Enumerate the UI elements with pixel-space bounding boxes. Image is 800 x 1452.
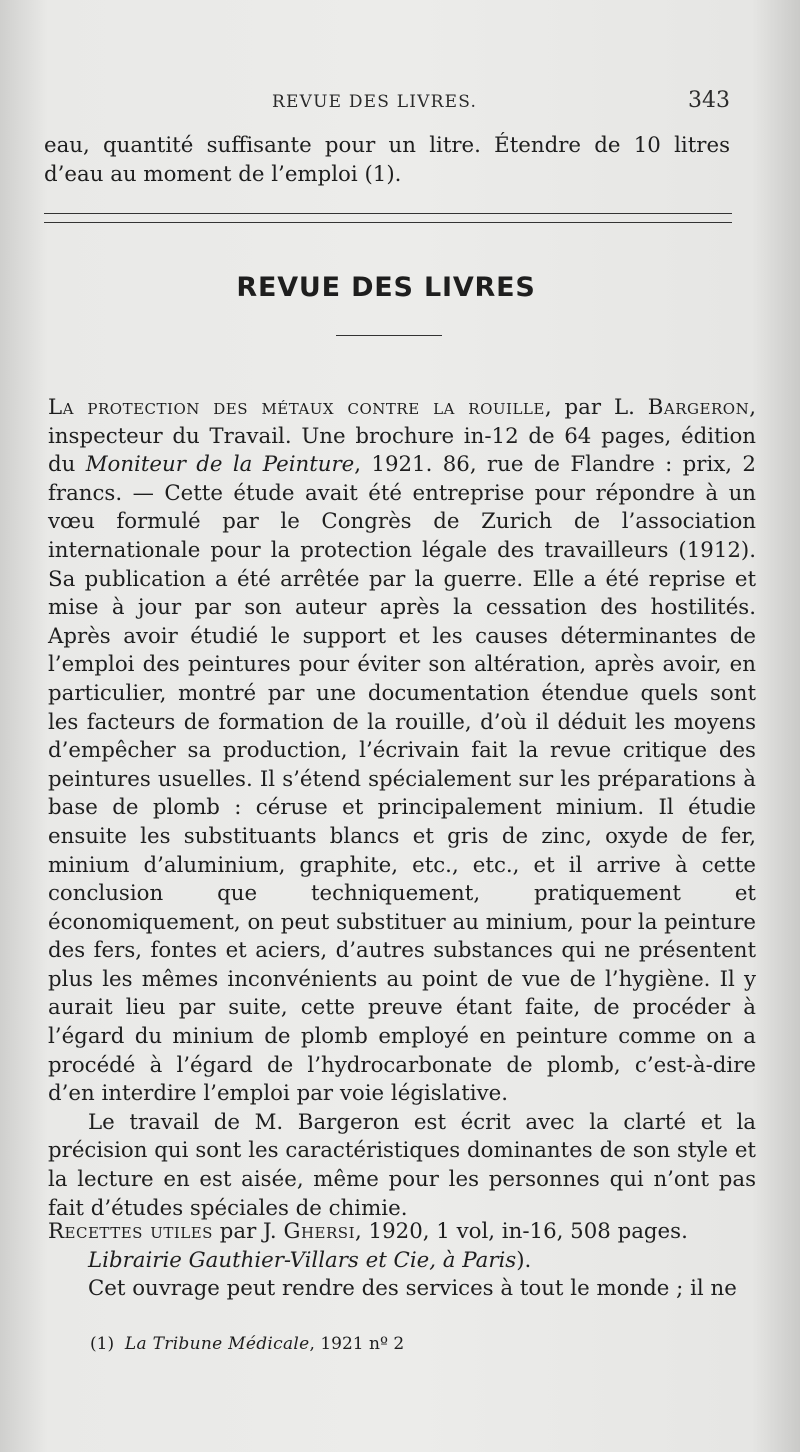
title-underline (336, 335, 442, 336)
intro-paragraph: eau, quantité suffisante pour un litre. Étendre de 10 litres d’eau au moment de l’emploi (1). (44, 133, 730, 187)
footnote-marker: (1) (90, 1334, 115, 1354)
review-body: , 1921. 86, rue de Flandre : prix, 2 francs. — Cette étude avait été entreprise pour répondre à un vœu formulé par le Congrès de Zurich de l’association internationale pour la protection légale des travailleurs (1912). Sa publication a été arrêtée par la guerre. Elle a été reprise et mise à jour par son auteur après la cessation des hostilités. Après avoir étudié le support et les causes déterminantes de l’emploi des peintures pour éviter son altération, après avoir, en particulier, montré par une documentation étendue quels sont les facteurs de formation de la rouille, d’où il déduit les moyens d’empêcher sa production, l’écrivain fait la revue critique des peintures usuelles. Il s’étend spécialement sur les préparations à base de plomb : céruse et principalement minium. Il étudie ensuite les substituants blancs et gris de zinc, oxyde de fer, minium d’aluminium, graphite, etc., etc., et il arrive à cette conclusion que techniquement, pratiquement et économiquement, on peut substituer au minium, pour la peinture des fers, fontes et aciers, d’autres substances qui ne présentent plus les mêmes inconvénients au point de vue de l’hygiène. Il y aurait lieu par suite, cette preuve étant faite, de procéder à l’égard du minium de plomb employé en peinture comme on a procédé à l’égard de l’hydrocarbonate de plomb, c’est-à-dire d’en interdire l’emploi par voie législative. (48, 452, 756, 1107)
review-details: , inspecteur du Travail. Une brochure in-12 de 64 pages, édition du (48, 395, 756, 478)
book-title-2: Recettes utiles (48, 1219, 213, 1244)
section-divider-top (44, 213, 732, 214)
book-title: La protection des métaux contre la rouille (48, 395, 545, 420)
publisher-name: Librairie Gauthier-Villars et Cie, à Paris (88, 1247, 517, 1273)
author-lead: , par L. (544, 395, 648, 420)
footnote-ref: , 1921 nº 2 (309, 1334, 405, 1354)
publisher-line (48, 1247, 756, 1276)
review-paragraph (48, 394, 756, 1109)
footnote-source: La Tribune Médicale (124, 1334, 310, 1354)
review-paragraph-2: Le travail de M. Bargeron est écrit avec la clarté et la précision qui sont les caractéristiques dominantes de son style et la lecture en est aisée, même pour les personnes qui n’ont pas fait d’études spéciales de chimie. (48, 1109, 756, 1221)
section-title: REVUE DES LIVRES (236, 272, 536, 303)
page-number: 343 (688, 88, 730, 113)
author-name: Bargeron (647, 395, 750, 420)
running-head: REVUE DES LIVRES. (272, 92, 478, 112)
review-entry (48, 394, 756, 1223)
review-details-2: , 1920, 1 vol, in-16, 508 pages. (355, 1219, 688, 1244)
review-heading (48, 1218, 756, 1247)
review-entry-2 (48, 1218, 756, 1304)
review-paragraph-2b: Cet ouvrage peut rendre des services à tout le monde ; il ne (88, 1276, 737, 1302)
publisher-close: ). (516, 1247, 532, 1273)
section-divider-bottom (44, 222, 732, 223)
footnote (90, 1332, 404, 1356)
publication-title: Moniteur de la Peinture (85, 452, 355, 478)
author-name-2: Ghersi (283, 1219, 355, 1244)
page-header (0, 88, 800, 118)
author-lead-2: par J. (212, 1219, 284, 1244)
